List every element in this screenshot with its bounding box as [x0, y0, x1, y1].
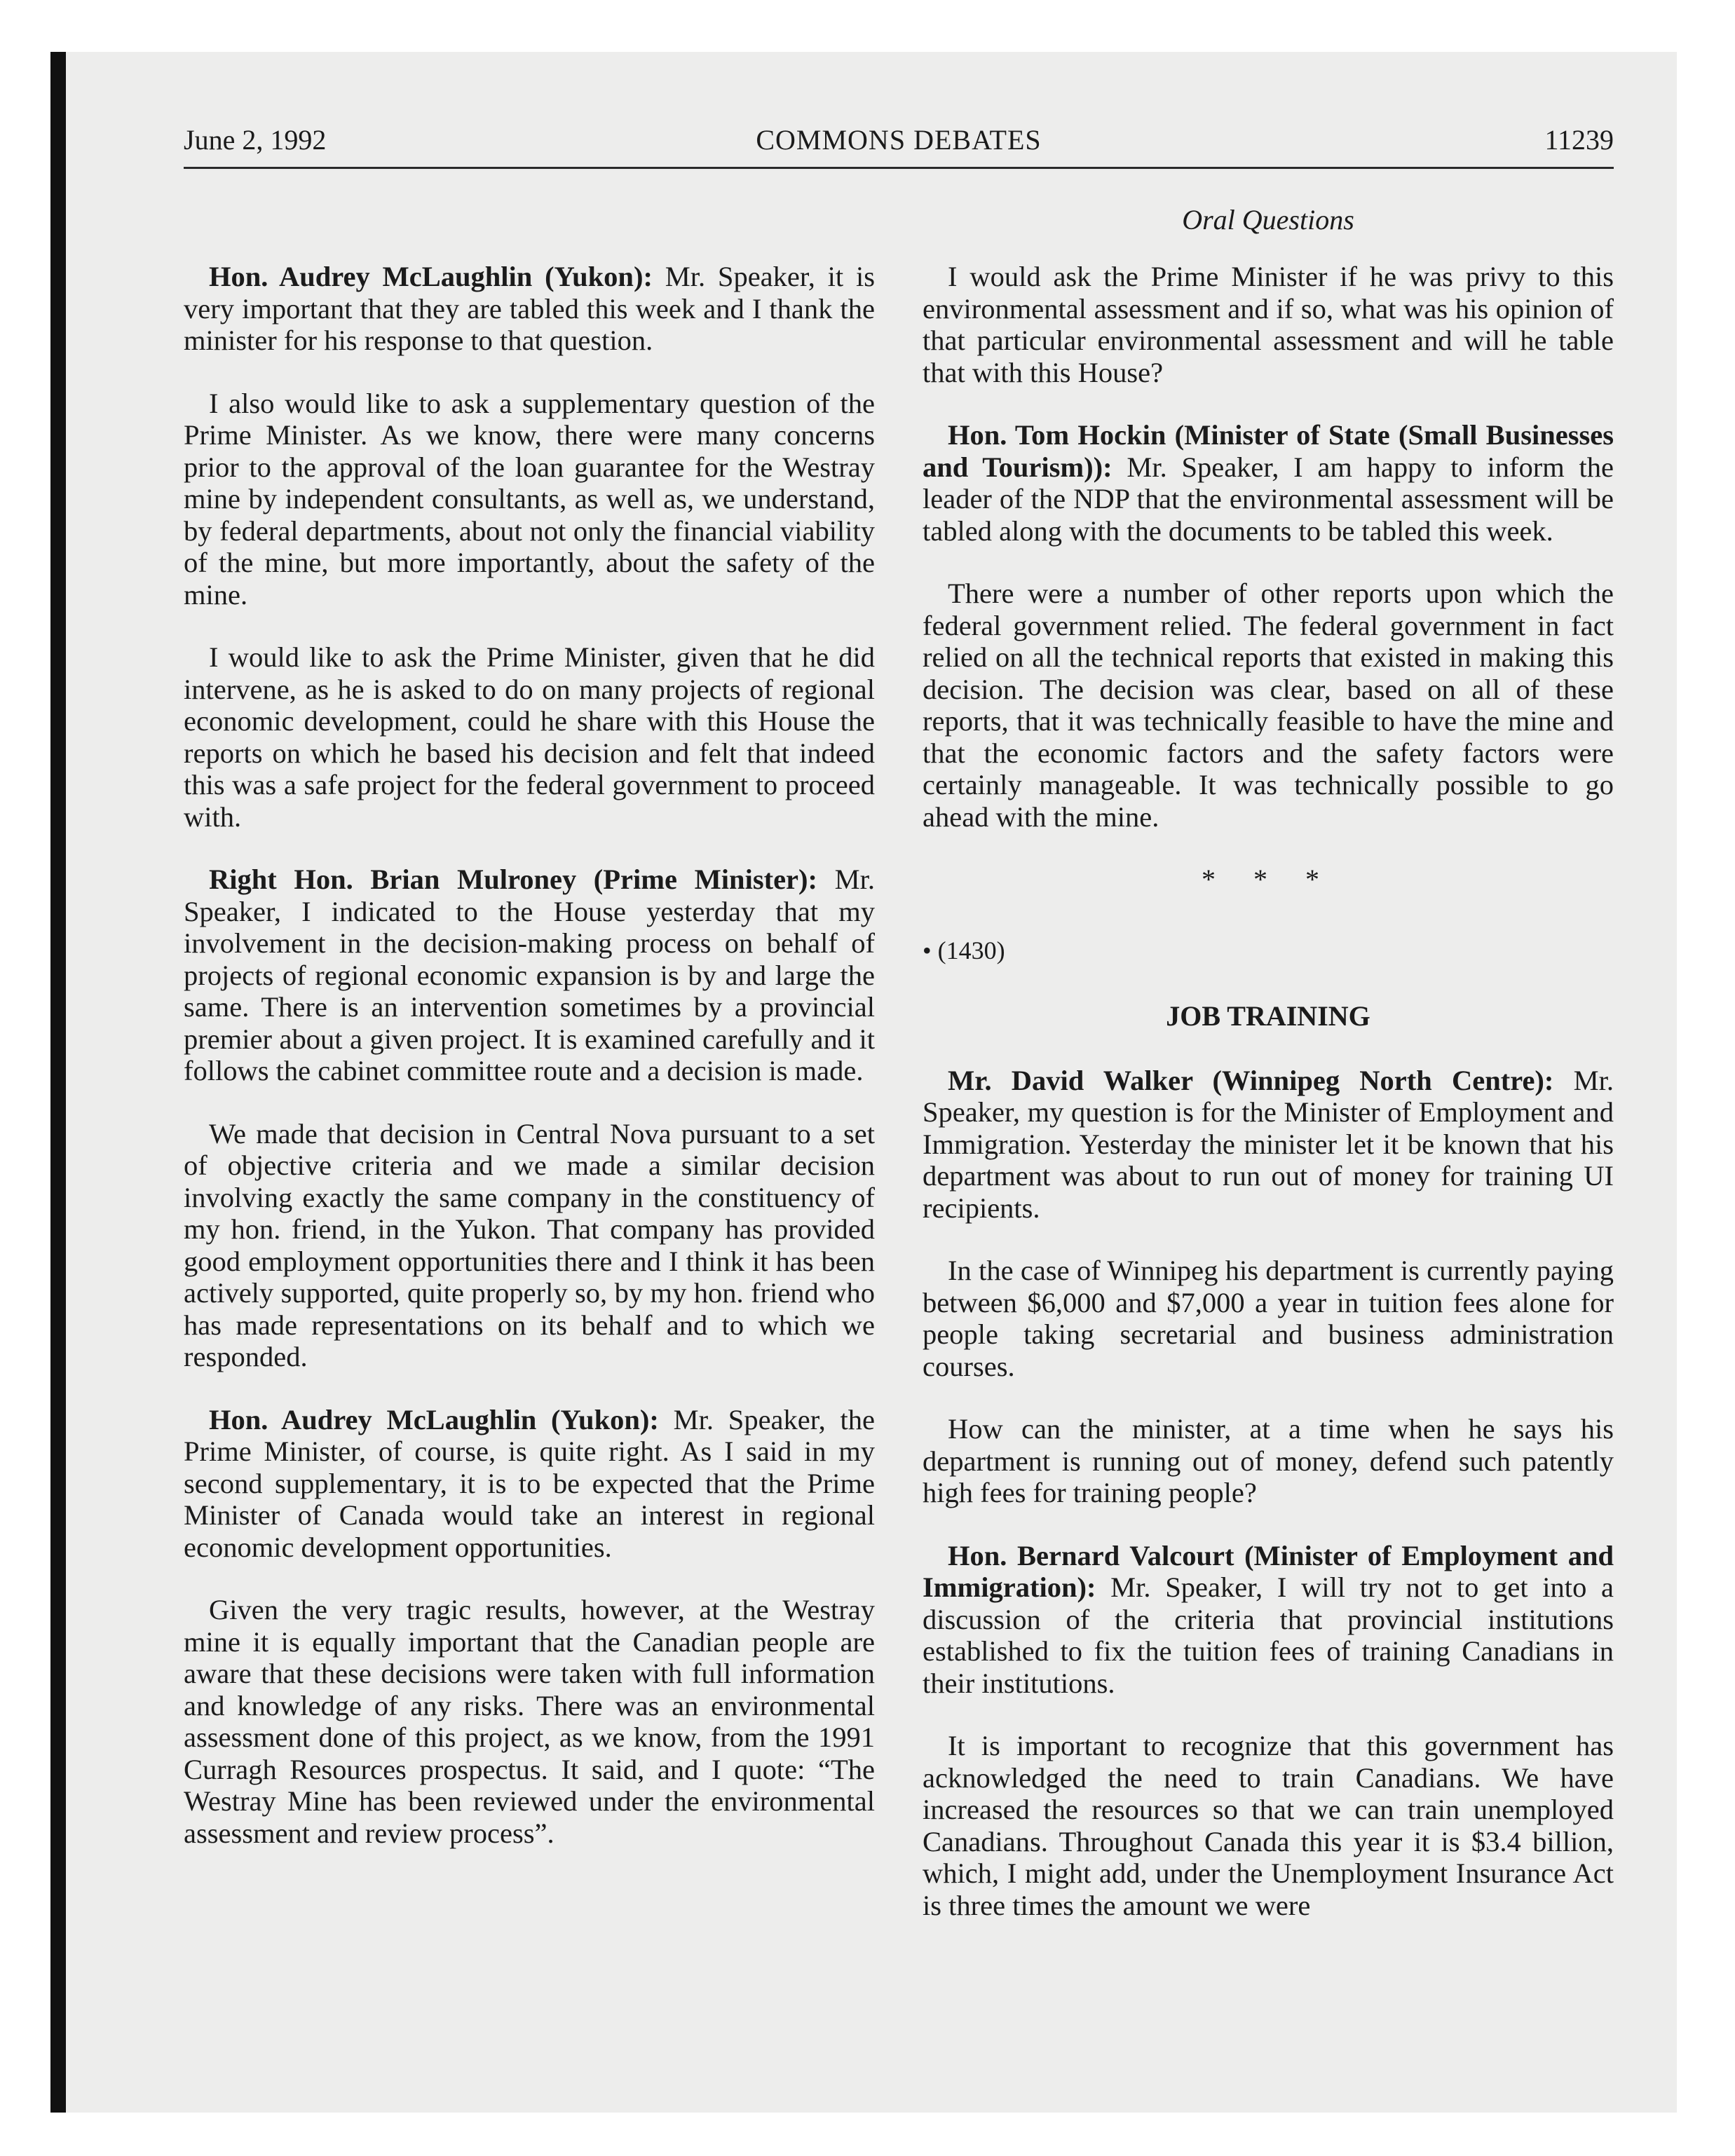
speaker-name: Hon. Bernard Valcourt (Minister of Employment and Immigration):	[923, 1539, 1614, 1603]
paragraph	[923, 578, 1614, 833]
paragraph-text: Mr. Speaker, I will try not to get into a discussion of the criteria that provincial institutions established to fix the tuition fees of training Canadians in their institutions.	[923, 1571, 1614, 1699]
paragraph-text: It is important to recognize that this government has acknowledged the need to train Canadians. We have increased the resources so that we can train unemployed Canadians. Throughout Canada this year it is $3.4 billion, which, I might add, under the Unemployment Insurance Act is three times the amount we were	[923, 1730, 1614, 1921]
paragraph	[184, 864, 875, 1087]
paragraph-text: I also would like to ask a supplementary question of the Prime Minister. As we know, there were many concerns prior to the approval of the loan guarantee for the Westray mine by independent consultants, as well as, we understand, by federal departments, about not only the financial viability of the mine, but more importantly, about the safety of the mine.	[184, 387, 875, 610]
speaker-name: Mr. David Walker (Winnipeg North Centre):	[948, 1064, 1554, 1096]
paragraph	[923, 1540, 1614, 1700]
paragraph	[184, 388, 875, 611]
header-rule	[184, 167, 1614, 169]
paragraph-text: I would like to ask the Prime Minister, given that he did intervene, as he is asked to do on many projects of regional economic development, could he share with this House the reports on which he based his decision and felt that indeed this was a safe project for the federal government to proceed with.	[184, 641, 875, 833]
section-separator: * * *	[1202, 864, 1335, 895]
right-column	[923, 261, 1614, 1952]
speaker-name: Hon. Audrey McLaughlin (Yukon):	[209, 1403, 659, 1435]
subject-heading: JOB TRAINING	[1166, 1000, 1370, 1032]
paragraph	[923, 1065, 1614, 1224]
timecode: • (1430)	[923, 936, 1005, 964]
paragraph-text: In the case of Winnipeg his department is currently paying between $6,000 and $7,000 a year in tuition fees alone for people taking secretarial and business administration courses.	[923, 1255, 1614, 1382]
section-label: Oral Questions	[1182, 204, 1354, 236]
paragraph	[184, 261, 875, 357]
page-header	[184, 123, 1614, 168]
paragraph-text: Mr. Speaker, it is very important that they are tabled this week and I thank the minister for his response to that question.	[184, 261, 875, 356]
paragraph-text: Mr. Speaker, my question is for the Minister of Employment and Immigration. Yesterday the minister let it be known that his department was about to run out of money for training UI recipients.	[923, 1064, 1614, 1224]
paragraph	[184, 1404, 875, 1564]
paragraph	[923, 1413, 1614, 1509]
paragraph-text: Given the very tragic results, however, at the Westray mine it is equally important that the Canadian people are aware that these decisions were taken with full information and knowledge of any risks. There was an environmental assessment done of this project, as we know, from the 1991 Curragh Resources prospectus. It said, and I quote: “The Westray Mine has been reviewed under the environmental assessment and review process”.	[184, 1594, 875, 1849]
paragraph	[184, 1594, 875, 1849]
paragraph-text: Mr. Speaker, I am happy to inform the leader of the NDP that the environmental assessment will be tabled along with the documents to be tabled this week.	[923, 451, 1614, 547]
paragraph-text: There were a number of other reports upon which the federal government relied. The federal government in fact relied on all the technical reports that existed in making this decision. The decision was clear, based on all of these reports, that it was technically feasible to have the mine and that the economic factors and the safety factors were certainly manageable. It was technically possible to go ahead with the mine.	[923, 578, 1614, 833]
speaker-name: Hon. Audrey McLaughlin (Yukon):	[209, 261, 653, 292]
speaker-name: Right Hon. Brian Mulroney (Prime Minister):	[209, 864, 817, 895]
paragraph	[184, 641, 875, 833]
paragraph	[184, 1118, 875, 1373]
paragraph	[923, 1255, 1614, 1382]
paragraph	[923, 1730, 1614, 1921]
paragraph-text: We made that decision in Central Nova pursuant to a set of objective criteria and we made a similar decision involving exactly the same company in the constituency of my hon. friend, in the Yukon. That company has provided good employment opportunities there and I think it has been actively supported, quite properly so, by my hon. friend who has made representations on its behalf and to which we responded.	[184, 1117, 875, 1372]
paragraph-text: Mr. Speaker, the Prime Minister, of course, is quite right. As I said in my second supplementary, it is to be expected that the Prime Minister of Canada would take an interest in regional economic development opportunities.	[184, 1403, 875, 1563]
paragraph-text: Mr. Speaker, I indicated to the House yesterday that my involvement in the decision-making process on behalf of projects of regional economic expansion is by and large the same. There is an intervention sometimes by a provincial premier about a given project. It is examined carefully and it follows the cabinet committee route and a decision is made.	[184, 864, 875, 1086]
paragraph	[923, 261, 1614, 388]
speaker-name: Hon. Tom Hockin (Minister of State (Small Businesses and Tourism)):	[923, 419, 1614, 483]
paragraph-text: I would ask the Prime Minister if he was privy to this environmental assessment and if so, what was his opinion of that particular environmental assessment and will he table that with this House?	[923, 261, 1614, 388]
paragraph-text: How can the minister, at a time when he says his department is running out of money, defend such patently high fees for training people?	[923, 1413, 1614, 1508]
scan-edge-bar	[50, 52, 66, 2113]
header-title: COMMONS DEBATES	[756, 124, 1042, 156]
left-column	[184, 261, 875, 1880]
paragraph	[923, 419, 1614, 547]
header-date: June 2, 1992	[184, 124, 327, 156]
header-page-number: 11239	[1544, 124, 1614, 156]
